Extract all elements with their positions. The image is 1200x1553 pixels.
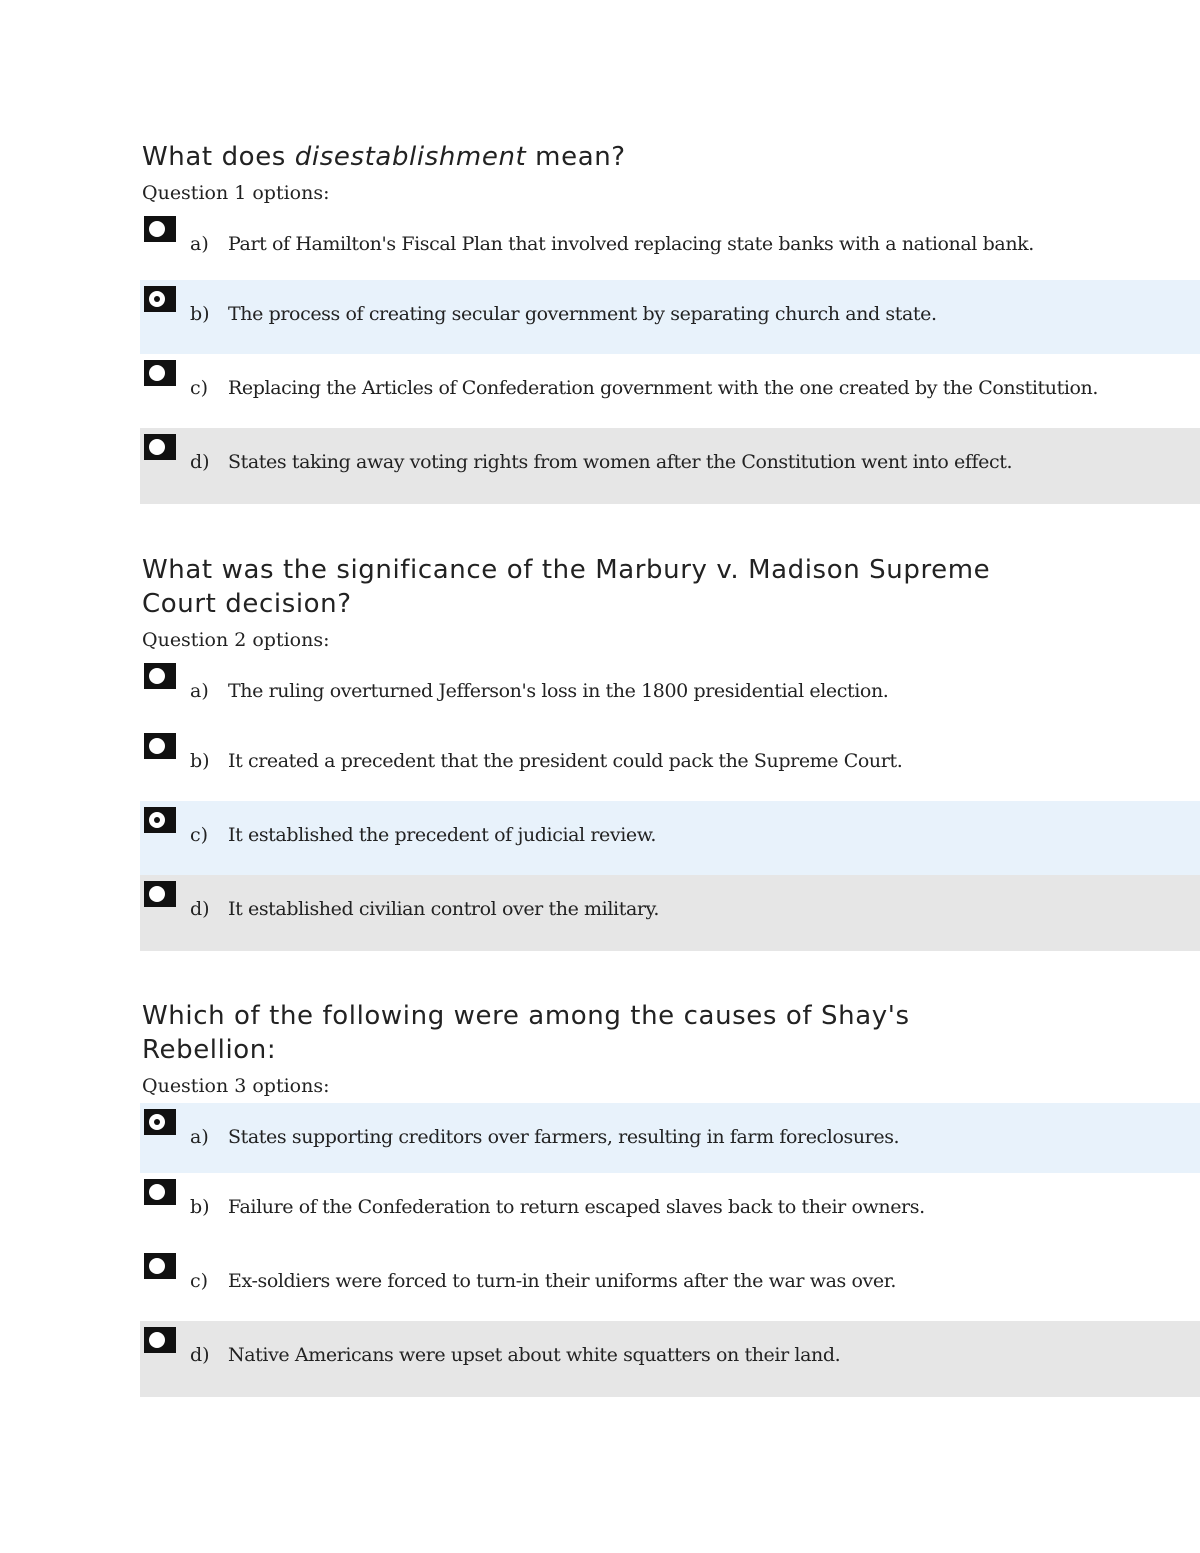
question-2-option-b[interactable]: b) It created a precedent that the president could pack the Supreme Court. [140, 727, 1200, 801]
question-1-option-c[interactable]: c) Replacing the Articles of Confederation government with the one created by the Constitution. [140, 354, 1200, 428]
question-1-option-d[interactable]: d) States taking away voting rights from women after the Constitution went into effect. [140, 428, 1200, 504]
radio-button-checked[interactable] [144, 286, 176, 312]
question-2-options-label: Question 2 options: [142, 629, 330, 651]
radio-button-checked[interactable] [144, 1109, 176, 1135]
question-3-option-a[interactable]: a) States supporting creditors over farmers, resulting in farm foreclosures. [140, 1103, 1200, 1173]
question-1-title: What does disestablishment mean? [142, 142, 626, 172]
question-3-title: Which of the following were among the causes of Shay's Rebellion: [142, 1001, 910, 1065]
radio-button-unchecked[interactable] [144, 360, 176, 386]
radio-button-unchecked[interactable] [144, 1327, 176, 1353]
question-2-option-d[interactable]: d) It established civilian control over the military. [140, 875, 1200, 951]
question-3-option-c[interactable]: c) Ex-soldiers were forced to turn-in their uniforms after the war was over. [140, 1247, 1200, 1321]
question-1-option-a[interactable]: a) Part of Hamilton's Fiscal Plan that involved replacing state banks with a national bank. [140, 210, 1200, 280]
question-2 [140, 553, 1200, 951]
radio-button-unchecked[interactable] [144, 1179, 176, 1205]
question-3-options-label: Question 3 options: [142, 1075, 330, 1097]
question-1-options-label: Question 1 options: [142, 182, 330, 204]
radio-button-checked[interactable] [144, 807, 176, 833]
question-1 [140, 140, 1200, 504]
radio-button-unchecked[interactable] [144, 881, 176, 907]
question-3 [140, 999, 1200, 1397]
radio-button-unchecked[interactable] [144, 434, 176, 460]
question-3-option-b[interactable]: b) Failure of the Confederation to return escaped slaves back to their owners. [140, 1173, 1200, 1247]
question-2-option-a[interactable]: a) The ruling overturned Jefferson's loss in the 1800 presidential election. [140, 657, 1200, 727]
question-2-option-c[interactable]: c) It established the precedent of judicial review. [140, 801, 1200, 875]
question-3-option-d[interactable]: d) Native Americans were upset about white squatters on their land. [140, 1321, 1200, 1397]
radio-button-unchecked[interactable] [144, 216, 176, 242]
question-2-title: What was the significance of the Marbury v. Madison Supreme Court decision? [142, 555, 991, 619]
radio-button-unchecked[interactable] [144, 1253, 176, 1279]
question-1-option-b[interactable]: b) The process of creating secular government by separating church and state. [140, 280, 1200, 354]
radio-button-unchecked[interactable] [144, 733, 176, 759]
radio-button-unchecked[interactable] [144, 663, 176, 689]
